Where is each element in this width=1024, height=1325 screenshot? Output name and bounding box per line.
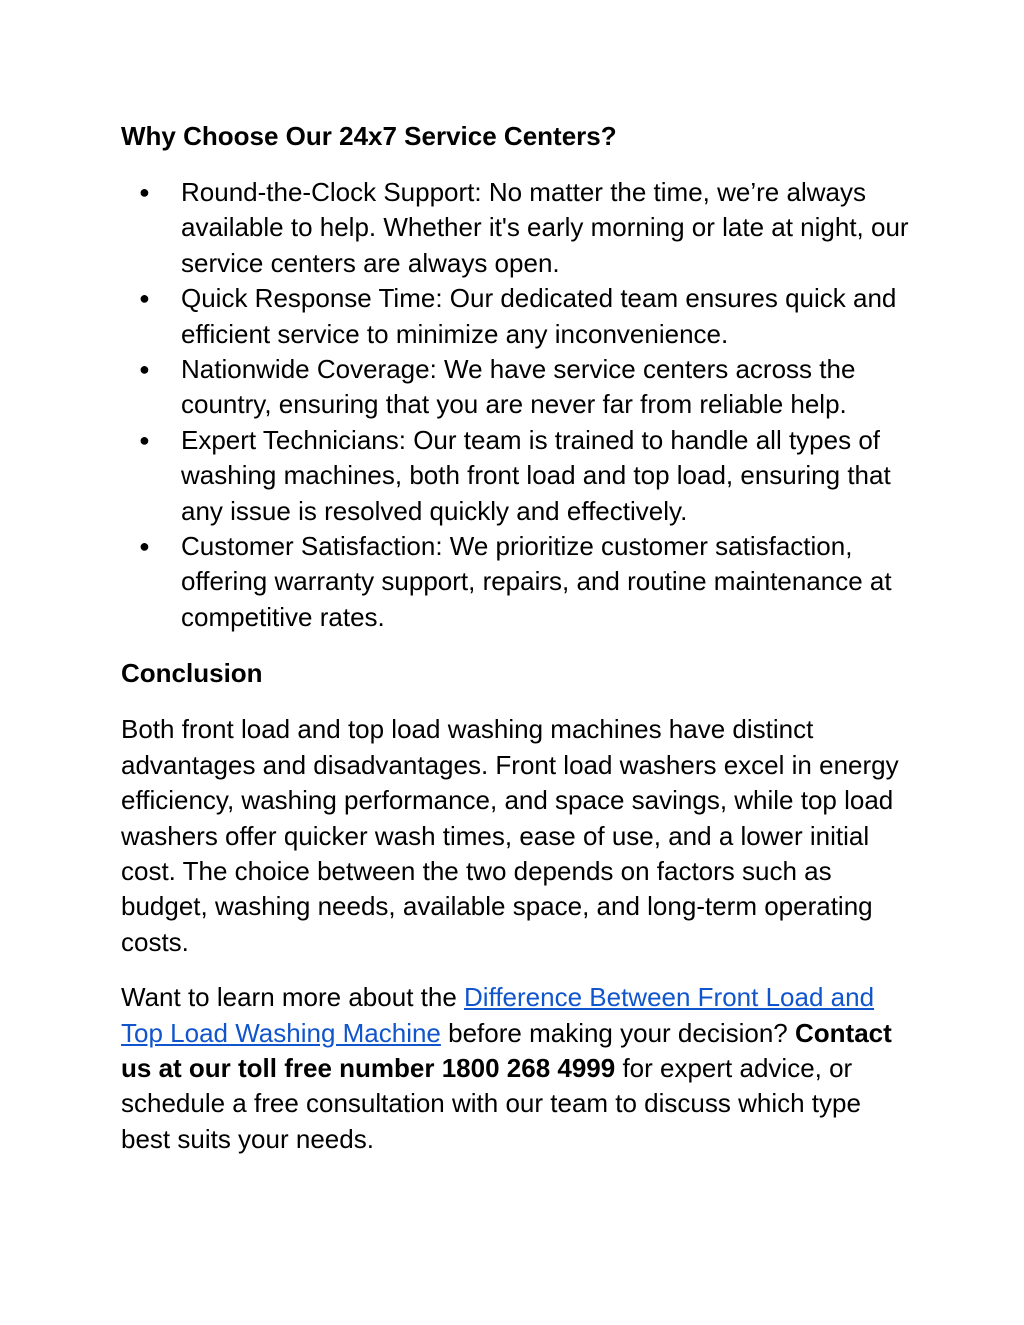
list-item-text: Customer Satisfaction: We prioritize customer satisfaction, offering warranty support, repairs, and routine maintenance at competitive rates. [181, 531, 892, 632]
contact-intro-text: Want to learn more about the [121, 982, 465, 1013]
list-item [121, 423, 911, 529]
toll-free-contact-text: Contact us at our toll free number 1800 268 4999 [121, 1017, 892, 1083]
list-item-text: Quick Response Time: Our dedicated team ensures quick and efficient service to minimize any inconvenience. [181, 283, 897, 349]
list-item [121, 352, 911, 423]
document-page [121, 118, 911, 1157]
contact-after-link-text: before making your decision? [440, 1017, 795, 1048]
bullet-icon: ● [139, 429, 150, 450]
bullet-icon: ● [139, 288, 150, 309]
list-item-text: Nationwide Coverage: We have service centers across the country, ensuring that you are never far from reliable help. [181, 354, 856, 420]
contact-paragraph [121, 980, 911, 1157]
conclusion-heading: Conclusion [121, 658, 263, 689]
why-choose-heading: Why Choose Our 24x7 Service Centers? [121, 121, 617, 151]
service-benefits-list [121, 175, 911, 635]
difference-article-link[interactable]: Difference Between Front Load and Top Load Washing Machine [121, 982, 875, 1048]
list-item-text: Round-the-Clock Support: No matter the time, we’re always available to help. Whether it's early morning or late at night, our service centers are always open. [181, 177, 909, 278]
bullet-icon: ● [139, 536, 150, 557]
list-item [121, 175, 911, 281]
bullet-icon: ● [139, 182, 150, 202]
conclusion-paragraph: Both front load and top load washing machines have distinct advantages and disadvantages. Front load washers excel in energy efficiency, washing performance, and space savings, while top load washers offer quicker wash times, ease of use, and a lower initial cost. The choice between the two depends on factors such as budget, washing needs, available space, and long-term operating costs. [121, 714, 899, 957]
contact-closing-text: for expert advice, or schedule a free consultation with our team to discuss which type best suits your needs. [121, 1052, 861, 1154]
list-item [121, 529, 911, 635]
list-item [121, 281, 911, 352]
bullet-icon: ● [139, 359, 150, 380]
list-item-text: Expert Technicians: Our team is trained to handle all types of washing machines, both front load and top load, ensuring that any issue is resolved quickly and effectively. [181, 424, 891, 526]
